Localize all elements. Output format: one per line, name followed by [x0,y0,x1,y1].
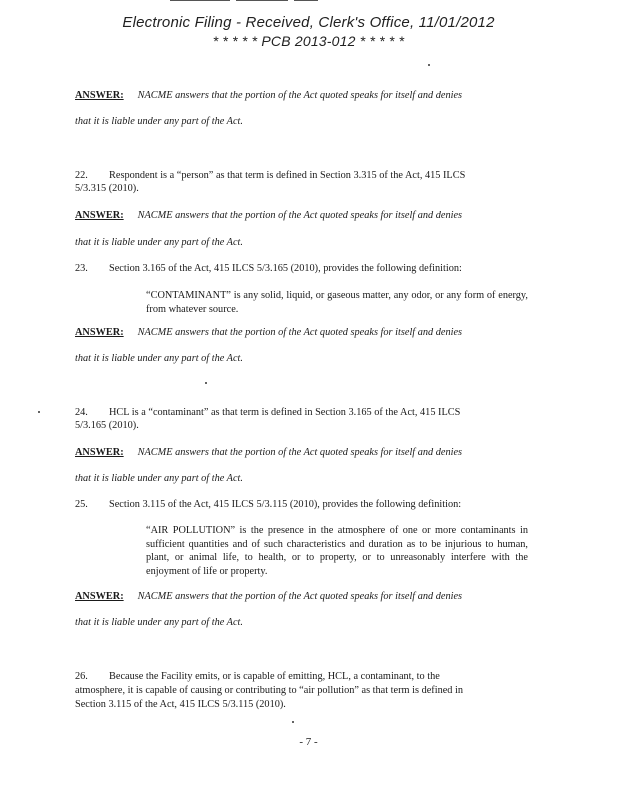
definition-quote-contaminant: “CONTAMINANT” is any solid, liquid, or gaseous matter, any odor, or any form of energy, from whatever source. [146,290,528,315]
paragraph-text: Section 3.165 of the Act, 415 ILCS 5/3.165 (2010), provides the following definition: [109,263,462,274]
paragraph-number: 24. [75,407,88,418]
answer-text: NACME answers that the portion of the Act quoted speaks for itself and denies [137,591,463,602]
paragraph-22 [75,169,465,183]
answer-text: NACME answers that the portion of the Act quoted speaks for itself and denies [137,327,463,338]
scan-edge-line [294,0,318,1]
answer-continuation: that it is liable under any part of the Act. [75,617,243,628]
answer-label: ANSWER: [75,90,124,101]
paragraph-22-line2: 5/3.315 (2010). [75,183,139,194]
scan-edge-line [236,0,288,1]
answer-continuation: that it is liable under any part of the Act. [75,353,243,364]
paragraph-number: 26. [75,671,88,682]
answer-text: NACME answers that the portion of the Act quoted speaks for itself and denies [137,210,463,221]
scan-speck [428,64,430,66]
paragraph-text: Section 3.115 of the Act, 415 ILCS 5/3.115 (2010), provides the following definition: [109,499,462,510]
filing-stamp-line-2: * * * * * PCB 2013-012 * * * * * [212,33,405,49]
paragraph-text: Respondent is a “person” as that term is defined in Section 3.315 of the Act, 415 ILCS [109,170,466,181]
answer-continuation: that it is liable under any part of the Act. [75,116,243,127]
paragraph-number: 25. [75,499,88,510]
definition-quote-air-pollution: “AIR POLLUTION” is the presence in the atmosphere of one or more contaminants in sufficient quantities and of such characteristics and duration as to be injurious to human, plant, or animal life, to health, or to property, or to unreasonably interfere with the enjoyment of life or property. [146,525,528,577]
answer-line [75,590,462,604]
paragraph-number: 23. [75,263,88,274]
paragraph-23 [75,262,462,276]
paragraph-text: HCL is a “contaminant” as that term is defined in Section 3.165 of the Act, 415 ILCS [109,407,461,418]
answer-label: ANSWER: [75,591,124,602]
filing-stamp-line-1: Electronic Filing - Received, Clerk's Office, 11/01/2012 [122,14,495,31]
answer-line [75,446,462,460]
answer-label: ANSWER: [75,327,124,338]
answer-text: NACME answers that the portion of the Act quoted speaks for itself and denies [137,90,463,101]
answer-line [75,209,462,223]
page-number: - 7 - [299,736,318,748]
scan-speck [292,721,294,723]
answer-label: ANSWER: [75,447,124,458]
paragraph-24 [75,406,460,420]
paragraph-24-line2: 5/3.165 (2010). [75,420,139,431]
paragraph-number: 22. [75,170,88,181]
paragraph-26-line2: atmosphere, it is capable of causing or contributing to “air pollution” as that term is defined in [75,685,464,696]
scan-speck [38,411,40,413]
answer-line [75,89,462,103]
paragraph-26 [75,670,440,684]
answer-continuation: that it is liable under any part of the Act. [75,473,243,484]
answer-line [75,326,462,340]
answer-text: NACME answers that the portion of the Act quoted speaks for itself and denies [137,447,463,458]
scan-speck [205,382,207,384]
answer-continuation: that it is liable under any part of the Act. [75,237,243,248]
answer-label: ANSWER: [75,210,124,221]
paragraph-26-line3: Section 3.115 of the Act, 415 ILCS 5/3.115 (2010). [75,699,286,710]
paragraph-25 [75,498,461,512]
scan-edge-line [170,0,230,1]
paragraph-text: Because the Facility emits, or is capable of emitting, HCL, a contaminant, to the [109,671,440,682]
